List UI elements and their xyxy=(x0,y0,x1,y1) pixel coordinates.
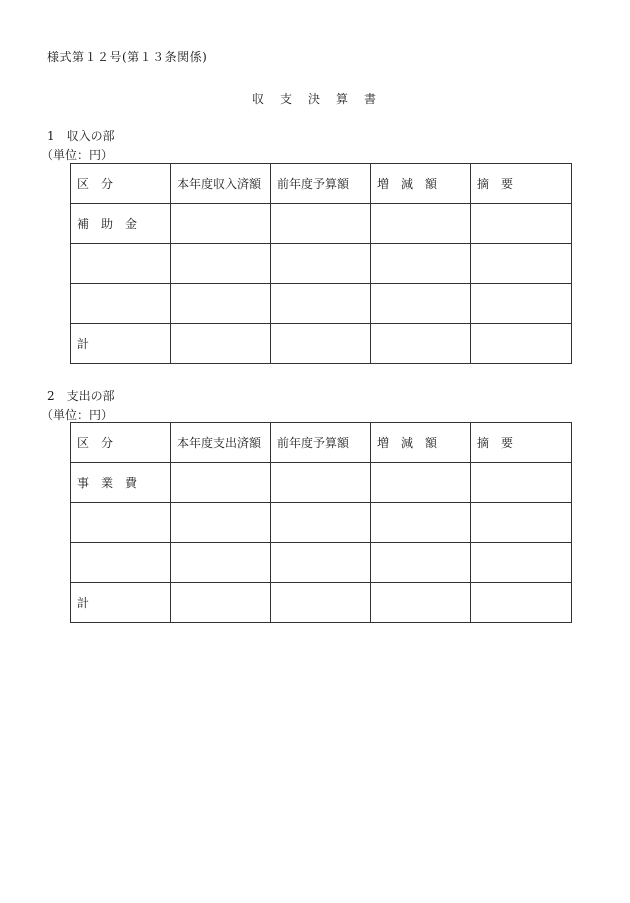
form-number: 様式第１２号(第１３条関係) xyxy=(47,50,208,64)
table-row xyxy=(71,463,572,503)
income-cell[interactable] xyxy=(271,324,371,364)
table-row xyxy=(71,244,572,284)
income-total-row xyxy=(71,324,572,364)
expense-cell[interactable] xyxy=(71,543,171,583)
income-cell[interactable] xyxy=(371,324,471,364)
expense-cell[interactable] xyxy=(371,463,471,503)
income-cell[interactable] xyxy=(271,244,371,284)
income-cell[interactable] xyxy=(171,284,271,324)
expense-cell[interactable] xyxy=(271,543,371,583)
income-section-heading: 1 収入の部 xyxy=(47,129,115,143)
expense-col-remarks: 摘 要 xyxy=(471,423,572,463)
expense-col-category: 区 分 xyxy=(71,423,171,463)
expense-cell[interactable]: 計 xyxy=(71,583,171,623)
income-cell[interactable] xyxy=(271,204,371,244)
income-col-category: 区 分 xyxy=(71,164,171,204)
expense-table xyxy=(70,422,572,623)
income-cell[interactable] xyxy=(71,284,171,324)
income-table xyxy=(70,163,572,364)
income-col-difference: 増 減 額 xyxy=(371,164,471,204)
expense-total-row xyxy=(71,583,572,623)
income-cell[interactable] xyxy=(271,284,371,324)
expense-cell[interactable]: 事 業 費 xyxy=(71,463,171,503)
expense-cell[interactable] xyxy=(471,583,572,623)
table-row xyxy=(71,543,572,583)
income-cell[interactable] xyxy=(171,244,271,284)
table-row xyxy=(71,284,572,324)
expense-cell[interactable] xyxy=(171,543,271,583)
income-header-row xyxy=(71,164,572,204)
income-cell[interactable] xyxy=(171,204,271,244)
income-cell[interactable]: 補 助 金 xyxy=(71,204,171,244)
expense-section-heading: 2 支出の部 xyxy=(47,389,115,403)
expense-cell[interactable] xyxy=(371,503,471,543)
income-cell[interactable] xyxy=(471,284,572,324)
income-cell[interactable] xyxy=(471,204,572,244)
expense-col-difference: 増 減 額 xyxy=(371,423,471,463)
expense-cell[interactable] xyxy=(471,543,572,583)
income-col-current-amount: 本年度収入済額 xyxy=(171,164,271,204)
table-row xyxy=(71,503,572,543)
expense-cell[interactable] xyxy=(271,503,371,543)
expense-cell[interactable] xyxy=(471,503,572,543)
income-cell[interactable]: 計 xyxy=(71,324,171,364)
income-cell[interactable] xyxy=(371,284,471,324)
expense-cell[interactable] xyxy=(171,463,271,503)
income-cell[interactable] xyxy=(171,324,271,364)
income-cell[interactable] xyxy=(371,204,471,244)
expense-cell[interactable] xyxy=(371,543,471,583)
document-title: 収 支 決 算 書 xyxy=(251,92,378,106)
income-cell[interactable] xyxy=(371,244,471,284)
expense-cell[interactable] xyxy=(171,503,271,543)
expense-unit-note: （単位：円） xyxy=(41,408,114,422)
expense-cell[interactable] xyxy=(71,503,171,543)
income-cell[interactable] xyxy=(471,324,572,364)
income-col-previous-budget: 前年度予算額 xyxy=(271,164,371,204)
table-row xyxy=(71,204,572,244)
expense-cell[interactable] xyxy=(471,463,572,503)
expense-col-previous-budget: 前年度予算額 xyxy=(271,423,371,463)
expense-cell[interactable] xyxy=(371,583,471,623)
income-unit-note: （単位：円） xyxy=(41,148,114,162)
expense-header-row xyxy=(71,423,572,463)
expense-col-current-amount: 本年度支出済額 xyxy=(171,423,271,463)
income-cell[interactable] xyxy=(471,244,572,284)
expense-cell[interactable] xyxy=(271,583,371,623)
income-col-remarks: 摘 要 xyxy=(471,164,572,204)
expense-cell[interactable] xyxy=(171,583,271,623)
expense-cell[interactable] xyxy=(271,463,371,503)
income-cell[interactable] xyxy=(71,244,171,284)
